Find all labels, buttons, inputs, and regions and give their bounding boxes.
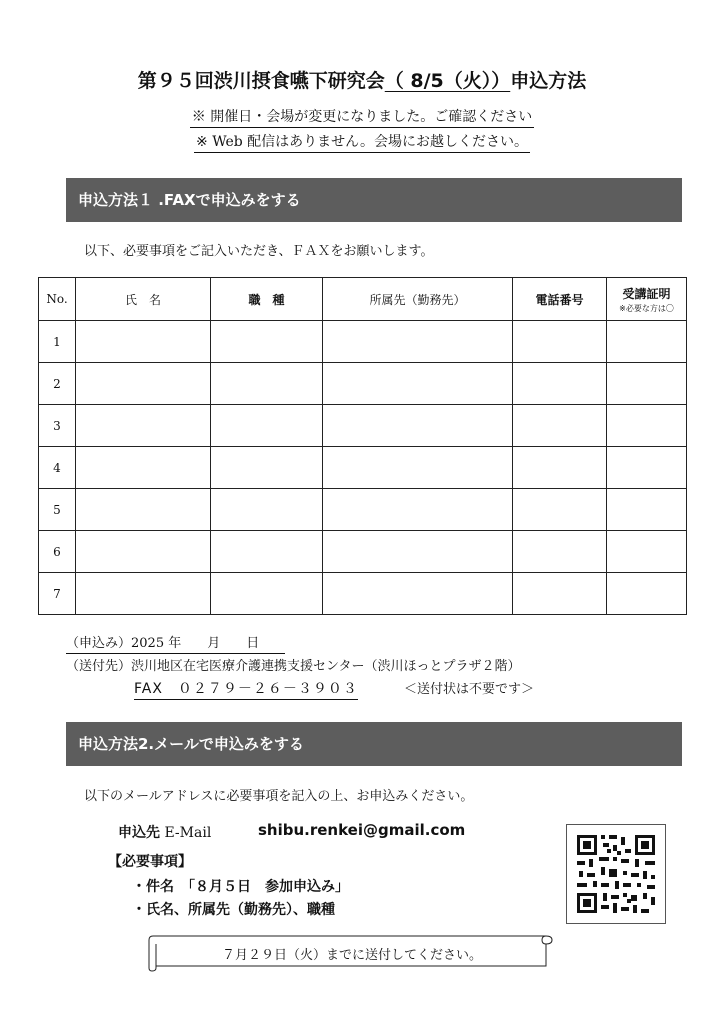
cert-cell[interactable] — [607, 489, 687, 531]
job-cell[interactable] — [211, 573, 323, 615]
method2-heading: 申込方法2.メールで申込みをする — [66, 722, 682, 766]
email-label: E-Mail — [164, 825, 212, 841]
name-cell[interactable] — [76, 405, 211, 447]
table-row — [39, 405, 687, 447]
table-row — [39, 531, 687, 573]
table-header-row — [39, 278, 687, 321]
affiliation-cell[interactable] — [323, 489, 513, 531]
phone-cell[interactable] — [513, 321, 607, 363]
title-date: （ 8/5（火）） — [384, 70, 511, 92]
phone-cell[interactable] — [513, 573, 607, 615]
destination-line — [66, 655, 521, 674]
header-no: No. — [39, 278, 76, 321]
notice-venue-change: ※ 開催日・会場が変更になりました。ご確認ください — [0, 106, 724, 126]
name-cell[interactable] — [76, 321, 211, 363]
qr-code — [566, 824, 666, 924]
header-job: 職 種 — [211, 278, 323, 321]
cert-cell[interactable] — [607, 321, 687, 363]
phone-cell[interactable] — [513, 405, 607, 447]
title-suffix: 申込方法 — [510, 70, 587, 92]
application-date: 2025 年 月 日 — [131, 636, 260, 651]
affiliation-cell[interactable] — [323, 531, 513, 573]
cover-letter-note: ＜送付状は不要です＞ — [404, 682, 535, 697]
name-cell[interactable] — [76, 447, 211, 489]
table-row — [39, 489, 687, 531]
contact-line — [118, 822, 211, 842]
deadline-text: ７月２９日（火）までに送付してください。 — [221, 948, 482, 963]
phone-cell[interactable] — [513, 489, 607, 531]
cert-cell[interactable] — [607, 405, 687, 447]
email-address[interactable]: shibu.renkei@gmail.com — [258, 821, 466, 839]
header-affiliation: 所属先（勤務先） — [323, 278, 513, 321]
page-title — [0, 66, 724, 93]
row-number: 5 — [39, 489, 76, 531]
phone-cell[interactable] — [513, 531, 607, 573]
affiliation-cell[interactable] — [323, 447, 513, 489]
destination-address: 渋川地区在宅医療介護連携支援センター（渋川ほっとプラザ２階） — [131, 659, 521, 674]
method1-heading: 申込方法１ .FAXで申込みをする — [66, 178, 682, 222]
job-cell[interactable] — [211, 363, 323, 405]
table-row — [39, 447, 687, 489]
cert-cell[interactable] — [607, 447, 687, 489]
affiliation-cell[interactable] — [323, 573, 513, 615]
header-cert: 受講証明 ※必要な方は〇 — [607, 278, 687, 321]
affiliation-cell[interactable] — [323, 321, 513, 363]
cert-cell[interactable] — [607, 363, 687, 405]
affiliation-cell[interactable] — [323, 405, 513, 447]
job-cell[interactable] — [211, 531, 323, 573]
application-label: （申込み） — [66, 636, 132, 651]
required-item-details: ・氏名、所属先（勤務先）、職種 — [132, 902, 335, 918]
cert-cell[interactable] — [607, 573, 687, 615]
required-heading: 【必要事項】 — [108, 854, 192, 870]
affiliation-cell[interactable] — [323, 363, 513, 405]
row-number: 2 — [39, 363, 76, 405]
contact-label: 申込先 — [118, 825, 160, 841]
notice-no-web: ※ Web 配信はありません。会場にお越しください。 — [0, 131, 724, 151]
phone-cell[interactable] — [513, 363, 607, 405]
header-name: 氏 名 — [76, 278, 211, 321]
title-prefix: 第９５回渋川摂食嚥下研究会 — [137, 70, 385, 92]
table-row — [39, 573, 687, 615]
row-number: 6 — [39, 531, 76, 573]
method2-intro: 以下のメールアドレスに必要事項を記入の上、お申込みください。 — [84, 789, 474, 804]
required-item-subject: ・件名 「８月５日 参加申込み」 — [132, 879, 349, 895]
row-number: 1 — [39, 321, 76, 363]
name-cell[interactable] — [76, 363, 211, 405]
row-number: 3 — [39, 405, 76, 447]
application-date-line — [66, 632, 285, 651]
job-cell[interactable] — [211, 447, 323, 489]
cert-cell[interactable] — [607, 531, 687, 573]
name-cell[interactable] — [76, 573, 211, 615]
fax-number: FAX ０２７９－２６－３９０３ — [134, 678, 358, 698]
table-row — [39, 363, 687, 405]
header-phone: 電話番号 — [513, 278, 607, 321]
row-number: 4 — [39, 447, 76, 489]
job-cell[interactable] — [211, 321, 323, 363]
row-number: 7 — [39, 573, 76, 615]
job-cell[interactable] — [211, 489, 323, 531]
destination-label: （送付先） — [66, 659, 132, 674]
application-form-table — [38, 277, 687, 615]
method1-intro: 以下、必要事項をご記入いただき、ＦＡＸをお願いします。 — [84, 244, 434, 259]
name-cell[interactable] — [76, 531, 211, 573]
phone-cell[interactable] — [513, 447, 607, 489]
job-cell[interactable] — [211, 405, 323, 447]
table-row — [39, 321, 687, 363]
name-cell[interactable] — [76, 489, 211, 531]
